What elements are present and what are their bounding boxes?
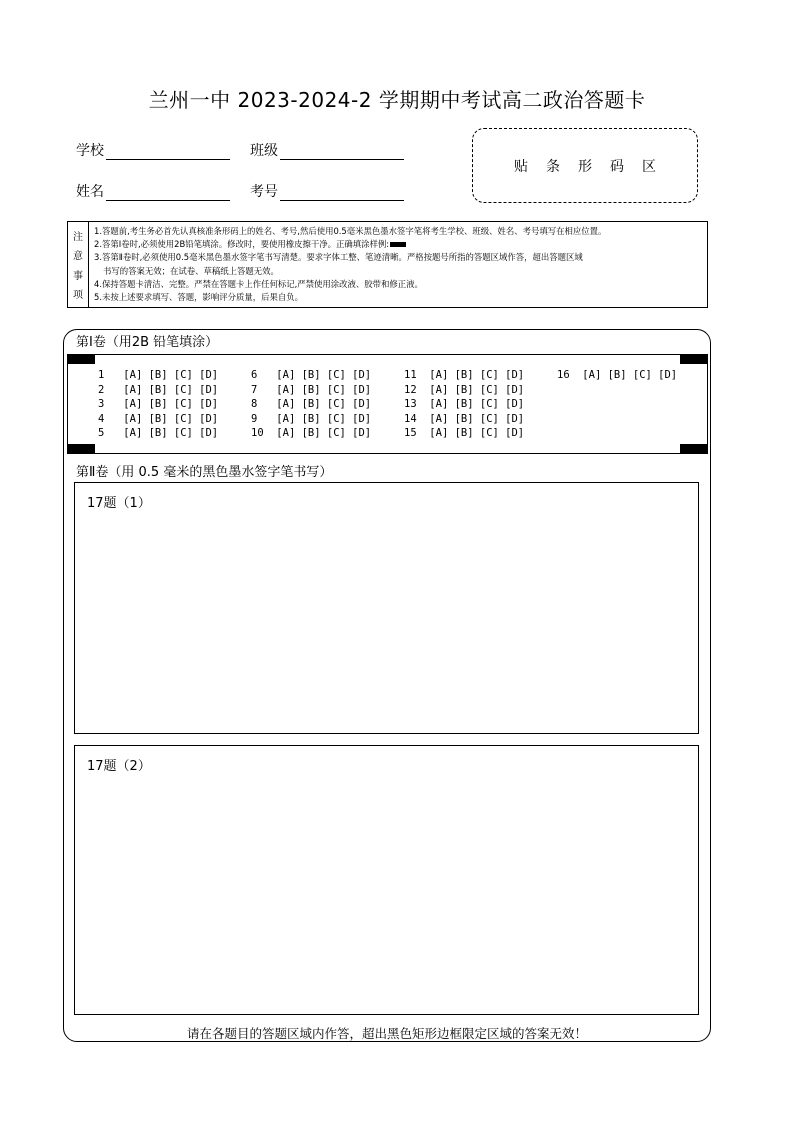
mc-options[interactable]: [A] [B] [C] [D]: [123, 398, 219, 411]
footer-notice: 请在各题目的答题区域内作答，超出黑色矩形边框限定区域的答案无效！: [186, 1026, 587, 1041]
mc-question-row[interactable]: [251, 369, 371, 384]
school-label: 学校: [76, 143, 104, 159]
mc-options[interactable]: [A] [B] [C] [D]: [276, 427, 372, 440]
mc-question-number: 6: [251, 369, 277, 381]
mc-options[interactable]: [A] [B] [C] [D]: [429, 427, 525, 440]
mc-question-number: 15: [404, 427, 430, 440]
mc-question-number: 3: [98, 398, 124, 411]
name-label: 姓名: [76, 184, 104, 200]
name-underline[interactable]: [106, 186, 230, 201]
notes-line: 书写的答案无效；在试卷、草稿纸上答题无效。: [103, 265, 279, 276]
answer-label: 17题（1）: [87, 496, 151, 511]
mc-question-row[interactable]: [404, 369, 524, 384]
notes-line: 4.保持答题卡清洁、完整。严禁在答题卡上作任何标记,严禁使用涂改液、胶带和修正液。: [94, 278, 423, 289]
answer-box-17-1[interactable]: [74, 482, 699, 734]
mc-question-number: 12: [404, 383, 430, 396]
answer-label: 17题（2）: [87, 759, 151, 774]
mc-question-row[interactable]: [251, 398, 371, 413]
mc-question-row[interactable]: [251, 427, 371, 442]
mc-question-number: 13: [404, 398, 430, 411]
barcode-label: 贴条形码区: [514, 158, 674, 175]
mc-options[interactable]: [A] [B] [C] [D]: [123, 427, 219, 440]
mc-column: [251, 369, 371, 442]
notes-line: [94, 238, 702, 251]
page-title: 兰州一中 2023-2024-2 学期期中考试高二政治答题卡: [148, 88, 646, 112]
barcode-area: [472, 128, 698, 203]
notes-line: 3.答第Ⅱ卷时,必须使用0.5毫米黑色墨水签字笔书写清楚。要求字体工整、笔迹清晰。严格按题号所指的答题区域作答，超出答题区域: [94, 252, 583, 263]
exam-no-label: 考号: [250, 184, 278, 200]
mc-options[interactable]: [A] [B] [C] [D]: [123, 412, 219, 425]
school-underline[interactable]: [106, 145, 230, 160]
mc-options[interactable]: [A] [B] [C] [D]: [429, 383, 525, 396]
answer-box-17-2[interactable]: [74, 745, 699, 1015]
notes-line: 5.未按上述要求填写、答题，影响评分质量，后果自负。: [94, 292, 303, 303]
notes-heading: [68, 222, 89, 307]
name-field[interactable]: [76, 181, 230, 201]
mc-options[interactable]: [A] [B] [C] [D]: [123, 383, 219, 396]
mc-column: [557, 369, 677, 384]
mc-question-number: 8: [251, 398, 277, 411]
corner-mark: [67, 354, 95, 364]
corner-mark: [67, 444, 95, 454]
mc-question-number: 11: [404, 369, 430, 381]
mc-question-row[interactable]: [98, 398, 218, 413]
mc-question-number: 1: [98, 369, 124, 381]
notes-line: 1.答题前,考生务必首先认真核准条形码上的姓名、考号,然后使用0.5毫米黑色墨水签字笔将考生学校、班级、姓名、考号填写在相应位置。: [94, 226, 607, 236]
mc-question-row[interactable]: [404, 427, 524, 442]
mc-question-row[interactable]: [404, 384, 524, 399]
mc-options[interactable]: [A] [B] [C] [D]: [582, 369, 678, 381]
mc-question-row[interactable]: [98, 413, 218, 428]
mc-question-row[interactable]: [98, 384, 218, 399]
mc-options[interactable]: [A] [B] [C] [D]: [276, 398, 372, 411]
notes-box: [67, 221, 708, 308]
mc-question-number: 10: [251, 427, 277, 440]
mc-question-number: 7: [251, 383, 277, 396]
filled-example-mark: [390, 242, 406, 247]
mc-column: [98, 369, 218, 442]
mc-column: [404, 369, 524, 442]
mc-options[interactable]: [A] [B] [C] [D]: [429, 398, 525, 411]
mc-question-row[interactable]: [98, 369, 218, 384]
section2-title: 第Ⅱ卷（用 0.5 毫米的黑色墨水签字笔书写）: [76, 465, 333, 480]
notes-heading-char: 事: [73, 270, 83, 282]
mc-question-row[interactable]: [404, 413, 524, 428]
mc-options[interactable]: [A] [B] [C] [D]: [123, 369, 219, 381]
mc-question-number: 16: [557, 369, 583, 381]
corner-mark: [680, 354, 708, 364]
mc-question-number: 5: [98, 427, 124, 440]
notes-heading-char: 意: [73, 251, 83, 263]
mc-question-row[interactable]: [557, 369, 677, 384]
class-underline[interactable]: [280, 145, 404, 160]
exam-no-field[interactable]: [250, 181, 404, 201]
mc-question-row[interactable]: [404, 398, 524, 413]
mc-options[interactable]: [A] [B] [C] [D]: [276, 369, 372, 381]
class-field[interactable]: [250, 140, 404, 160]
corner-mark: [680, 444, 708, 454]
mc-question-number: 2: [98, 383, 124, 396]
mc-question-number: 14: [404, 412, 430, 425]
school-field[interactable]: [76, 140, 230, 160]
section1-title: 第Ⅰ卷（用2B 铅笔填涂）: [76, 335, 219, 350]
mc-options[interactable]: [A] [B] [C] [D]: [429, 412, 525, 425]
mc-question-number: 9: [251, 412, 277, 425]
mc-options[interactable]: [A] [B] [C] [D]: [429, 369, 525, 381]
notes-body: [89, 222, 707, 307]
mc-options[interactable]: [A] [B] [C] [D]: [276, 383, 372, 396]
class-label: 班级: [250, 143, 278, 159]
mc-question-row[interactable]: [251, 384, 371, 399]
notes-heading-char: 项: [73, 289, 83, 301]
mc-question-row[interactable]: [98, 427, 218, 442]
mc-options[interactable]: [A] [B] [C] [D]: [276, 412, 372, 425]
notes-heading-char: 注: [73, 232, 83, 244]
exam-no-underline[interactable]: [280, 186, 404, 201]
multiple-choice-box: [67, 354, 708, 454]
mc-question-row[interactable]: [251, 413, 371, 428]
notes-line-text: 2.答第Ⅰ卷时,必须使用2B铅笔填涂。修改时，要使用橡皮擦干净。正确填涂样例:: [94, 239, 390, 250]
mc-question-number: 4: [98, 412, 124, 425]
